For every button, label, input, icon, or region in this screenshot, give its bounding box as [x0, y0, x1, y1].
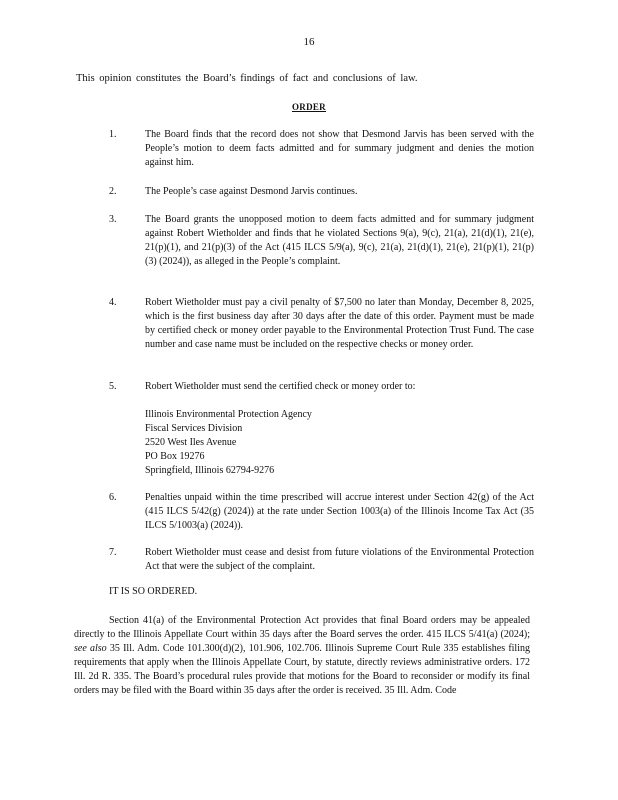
- order-item-text: The Board finds that the record does not show that Desmond Jarvis has been served with the People’s motion to deem facts admitted and for summary judgment and denies the motion against him.: [145, 129, 534, 168]
- so-ordered: IT IS SO ORDERED.: [109, 586, 198, 597]
- order-item-text: Penalties unpaid within the time prescribed will accrue interest under Section 42(g) of the Act (415 ILCS 5/42(g) (2024)) at the rate under Section 1003(a) of the Illinois Income Tax Act (35 ILCS 5/1003(a) (2024)).: [145, 492, 534, 531]
- address-line: 2520 West Iles Avenue: [145, 437, 237, 448]
- page-number: 16: [303, 36, 315, 48]
- order-item-number: 1.: [109, 129, 117, 140]
- order-heading: ORDER: [291, 102, 326, 112]
- mailing-address: [145, 408, 534, 478]
- intro-paragraph: This opinion constitutes the Board’s findings of fact and conclusions of law.: [76, 73, 418, 84]
- address-line: Springfield, Illinois 62794-9276: [145, 465, 275, 476]
- order-item-number: 5.: [109, 381, 117, 392]
- order-item-6: [109, 491, 534, 533]
- order-item-number: 2.: [109, 186, 117, 197]
- order-item-5: [109, 380, 534, 478]
- order-item-number: 4.: [109, 297, 117, 308]
- order-item-text: The Board grants the unopposed motion to deem facts admitted and for summary judgment against Robert Wietholder and finds that he violated Sections 9(a), 9(c), 21(a), 21(d)(1), 21(e), 21(p)(1), and 21(p)(3) of the Act (415 ILCS 5/9(a), 9(c), 21(a), 21(d)(1), 21(e), 21(p)(1), 21(p)(3) (2024)), as alleged in the People’s complaint.: [145, 214, 534, 267]
- address-line: PO Box 19276: [145, 451, 205, 462]
- appeal-paragraph: [74, 614, 530, 698]
- order-item-text: Robert Wietholder must cease and desist from future violations of the Environmental Protection Act that were the subject of the complaint.: [145, 547, 534, 572]
- order-item-1: [109, 128, 534, 170]
- appeal-text-part2: 35 Ill. Adm. Code 101.300(d)(2), 101.906, 102.706. Illinois Supreme Court Rule 335 establishes filing requirements that apply when the Illinois Appellate Court, by statute, directly reviews administrative orders. 172 Ill. 2d R. 335. The Board’s procedural rules provide that motions for the Board to reconsider or modify its final orders may be filed with the Board within 35 days after the order is received. 35 Ill. Adm. Code: [74, 643, 530, 696]
- order-item-text: The People’s case against Desmond Jarvis continues.: [145, 186, 358, 197]
- see-also-signal: see also: [74, 643, 107, 654]
- appeal-text-part1: Section 41(a) of the Environmental Protection Act provides that final Board orders may be appealed directly to the Illinois Appellate Court within 35 days after the Board serves the order. 415 ILCS 5/41(a) (2024);: [74, 615, 530, 640]
- order-item-number: 7.: [109, 547, 117, 558]
- order-item-text: Robert Wietholder must send the certified check or money order to:: [145, 381, 416, 392]
- order-item-7: [109, 546, 534, 574]
- address-line: Illinois Environmental Protection Agency: [145, 409, 312, 420]
- order-item-2: [109, 185, 534, 199]
- address-line: Fiscal Services Division: [145, 423, 243, 434]
- order-item-text: Robert Wietholder must pay a civil penalty of $7,500 no later than Monday, December 8, 2025, which is the first business day after 30 days after the date of this order. Payment must be made by certified check or money order payable to the Environmental Protection Trust Fund. The case number and case name must be included on the respective checks or money order.: [145, 297, 534, 350]
- order-item-number: 6.: [109, 492, 117, 503]
- order-item-number: 3.: [109, 214, 117, 225]
- order-item-3: [109, 213, 534, 269]
- order-item-4: [109, 296, 534, 352]
